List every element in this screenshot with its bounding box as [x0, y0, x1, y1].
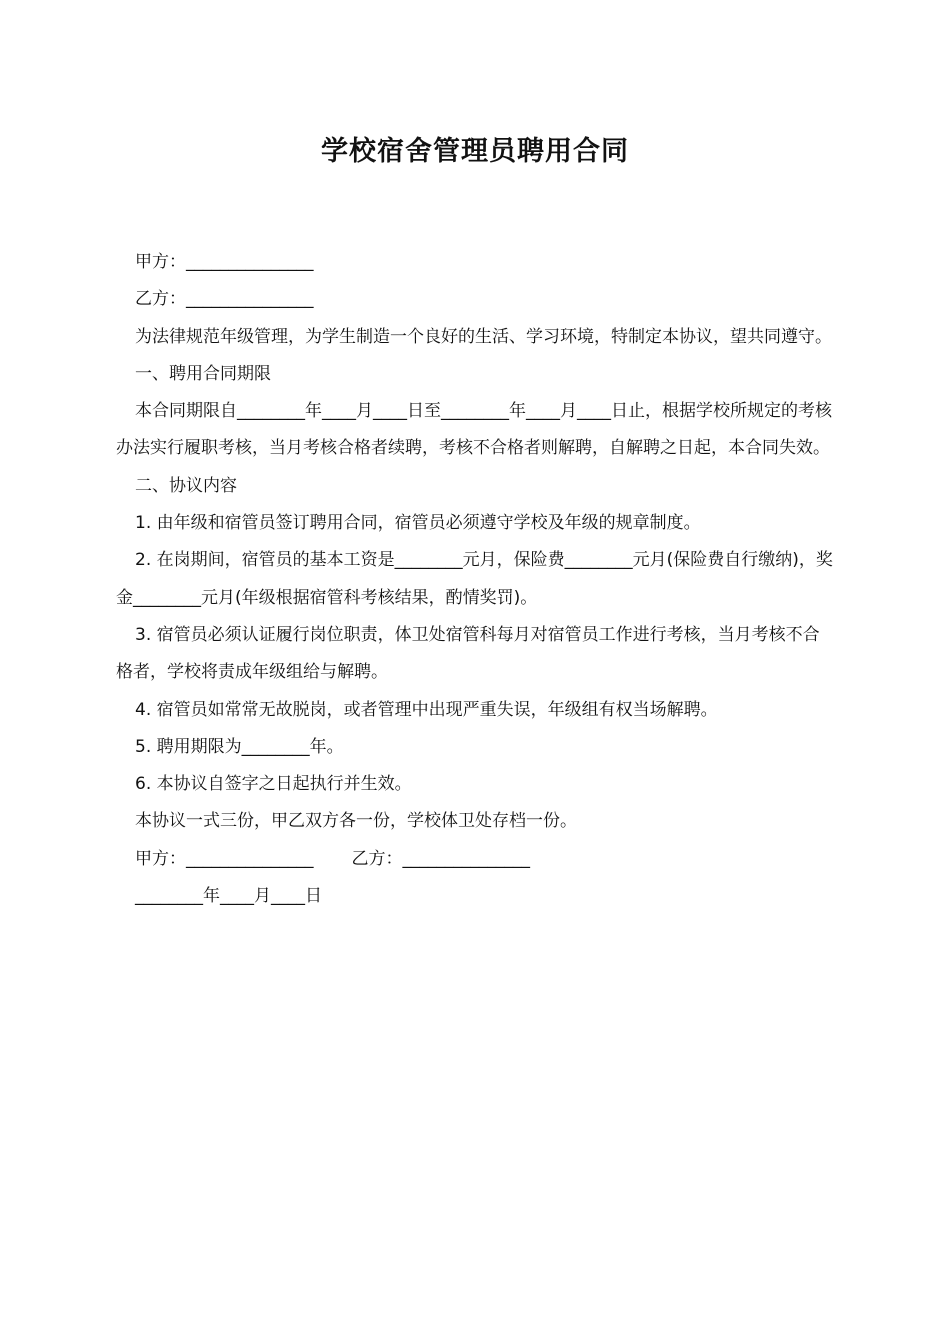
clause-1: 1. 由年级和宿管员签订聘用合同，宿管员必须遵守学校及年级的规章制度。	[135, 513, 701, 534]
section-heading-content: 二、协议内容	[135, 475, 237, 496]
clause-3: 3. 宿管员必须认证履行岗位职责，体卫处宿管科每月对宿管员工作进行考核，当月考核不合格者，学校将责成年级组给与解聘。	[116, 624, 820, 683]
signature-date: ________年____月____日	[135, 886, 322, 907]
clause-4: 4. 宿管员如常常无故脱岗，或者管理中出现严重失误，年级组有权当场解聘。	[135, 699, 718, 720]
term-paragraph: 本合同期限自________年____月____日至________年____月____日止，根据学校所规定的考核办法实行履职考核，当月考核合格者续聘，考核不合格者则解聘，自解聘之日起，本合同失效。	[116, 401, 832, 459]
document-body	[116, 244, 836, 915]
party-b-line: 乙方：_______________	[135, 289, 314, 310]
clause-5: 5. 聘用期限为________年。	[135, 736, 344, 757]
party-a-line: 甲方：_______________	[135, 252, 314, 272]
copies-paragraph: 本协议一式三份，甲乙双方各一份，学校体卫处存档一份。	[135, 811, 577, 832]
clause-6: 6. 本协议自签字之日起执行并生效。	[135, 774, 412, 795]
preamble-paragraph: 为法律规范年级管理，为学生制造一个良好的生活、学习环境，特制定本协议，望共同遵守。	[135, 326, 832, 347]
signature-party-b: 乙方：_______________	[351, 848, 530, 869]
section-heading-term: 一、聘用合同期限	[135, 363, 271, 384]
signature-line	[116, 841, 836, 878]
clause-2: 2. 在岗期间，宿管员的基本工资是________元月，保险费________元月(保险费自行缴纳)，奖金________元月(年级根据宿管科考核结果，酌情奖罚)。	[116, 550, 833, 608]
signature-party-a: 甲方：_______________	[135, 848, 314, 869]
document-title: 学校宿舍管理员聘用合同	[321, 136, 629, 167]
